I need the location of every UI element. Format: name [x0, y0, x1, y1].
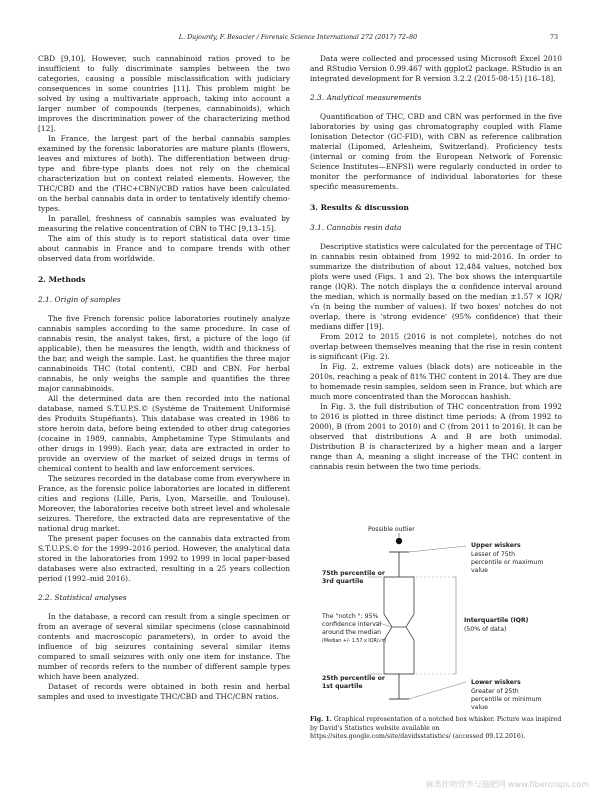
- lower-desc-line3: value: [471, 704, 488, 711]
- iqr-bracket: [452, 577, 456, 674]
- lower-desc-line2: percentile or minimum: [471, 696, 542, 703]
- outlier-dot: [396, 538, 402, 544]
- lower-whisker-pointer: [409, 682, 466, 699]
- notched-box: [384, 577, 414, 674]
- label-p25-line2: 1st quartile: [322, 683, 363, 690]
- upper-desc-line1: Lesser of 75th: [471, 551, 516, 558]
- subsection-heading-statistics: 2.2. Statistical analyses: [38, 593, 127, 602]
- label-lower-whiskers: Lower wiskers: [471, 679, 521, 686]
- upper-desc-line3: value: [471, 567, 488, 574]
- figure-caption: [310, 716, 562, 742]
- subsection-heading-origin: 2.1. Origin of samples: [38, 295, 121, 304]
- running-header: [38, 34, 558, 44]
- paragraph: Quantification of THC, CBD and CBN was performed in the five laboratories by using gas chromatography coupled with Flame Ionisation Detector (GC-FID), with CBN as reference calibration material (Lipomed, Arlesheim, Switzerland). Proficiency tests (internal or coming from the European Network of Forensic Science Institutes—ENFSI) were regularly conducted in order to monitor the performance of individual laboratories for these specific measurements.: [310, 112, 562, 191]
- label-upper-whiskers: Upper wiskers: [471, 542, 521, 549]
- paragraph: The seizures recorded in the database come from everywhere in France, as the forensic police laboratories are located in different cities and regions (Lille, Paris, Lyon, Marseille, and Toulouse). Moreover, the laboratories receive both street level and wholesale seizures. Therefore, the extracted data are representative of the national drug market.: [38, 474, 290, 533]
- journal-citation: L. Dujourdy, F. Besacier / Forensic Science International 272 (2017) 72–80: [178, 34, 418, 41]
- paragraph: The aim of this study is to report statistical data over time about cannabis in France and to compare trends with other observed data from worldwide.: [38, 234, 290, 263]
- label-iqr-line2: (50% of data): [464, 626, 507, 633]
- box-whisker-figure: [316, 522, 566, 712]
- notch-line1: The "notch ": 95%: [322, 613, 379, 620]
- right-column: [310, 54, 562, 472]
- section-heading-results: 3. Results & discussion: [310, 203, 409, 212]
- watermark: 麻类作物营养与施肥网 www.fibercrops.com: [425, 780, 589, 789]
- paragraph: The present paper focuses on the cannabis data extracted from S.T.U.P.S.© for the 1999–2016 period. However, the analytical data stored in the laboratories from 1992 to 1999 in local paper-based databases were also extracted, resulting in a 25 years collection period (1992–mid 2016).: [38, 534, 290, 583]
- caption-text: Graphical representation of a notched box whisker. Picture was inspired by David's Statistics website available on https://sites.google.com/site/davidsstatistics/ (accessed 09.12.2016).: [310, 716, 562, 741]
- upper-whisker-pointer: [409, 546, 466, 552]
- lower-desc-line1: Greater of 25th: [471, 688, 519, 695]
- paragraph: Descriptive statistics were calculated for the percentage of THC in cannabis resin obtained from 1992 to mid-2016. In order to summarize the distribution of about 12,484 values, notched box plots were used (Figs. 1 and 2). The box shows the interquartile range (IQR). The notch displays the α confidence interval around the median, which is normally based on the median ±1.57 × IQR/√n (n being the number of values). If two boxes' notches do not overlap, there is 'strong evidence' (95% confidence) that their medians differ [19].: [310, 242, 562, 331]
- paragraph: In parallel, freshness of cannabis samples was evaluated by measuring the relative concentration of CBN to THC [9,13–15].: [38, 214, 290, 233]
- paragraph: All the determined data are then recorded into the national database, named S.T.U.P.S.© (Système de Traitement Uniformisé des Produits Stupéfiants). This database was created in 1986 to store heroin data, before being extended to other drug categories (cocaine in 1989, cannabis, Amphetamine Type Stimulants and other drugs in 1999). Each year, data are extracted in order to provide an overview of the market of seized drugs in terms of chemical content to health and law enforcement services.: [38, 394, 290, 473]
- subsection-heading-analytical: 2.3. Analytical measurements: [310, 93, 422, 102]
- label-possible-outlier: Possible outlier: [368, 526, 415, 533]
- paragraph: In France, the largest part of the herbal cannabis samples examined by the forensic laboratories are mature plants (flowers, leaves and mixtures of both). The differentiation between drug-type and fibre-type plants does not rely on the chemical characterization but on context related elements. However, the THC/CBD and the (THC+CBN)/CBD ratios have been calculated on the herbal cannabis data in order to tentatively identify chemo-types.: [38, 134, 290, 213]
- paragraph: The five French forensic police laboratories routinely analyze cannabis samples according to the same procedure. In case of cannabis resin, the analyst takes, first, a picture of the logo (if applicable), then he measures the length, width and thickness of the bar, and weigh the sample. Last, he quantifies the three major cannabinoids THC (total content), CBD and CBN. For herbal cannabis, he only weighs the sample and quantifies the three major cannabinoids.: [38, 314, 290, 393]
- notch-line3: around the median: [322, 629, 382, 636]
- page-number: 73: [549, 34, 558, 41]
- notch-line4: (Median +/- 1.57 x IQR/√n): [322, 639, 387, 644]
- paragraph: In Fig. 3, the full distribution of THC concentration from 1992 to 2016 is plotted in three distinct time periods: A (from 1992 to 2000), B (from 2001 to 2010) and C (from 2011 to 2016). It can be observed that distributions A and B are both unimodal. Distribution B is characterized by a higher mean and a larger range than A, meaning a slight increase of the THC content in cannabis resin between the two time periods.: [310, 402, 562, 471]
- caption-label: Fig. 1.: [310, 716, 332, 723]
- paragraph: In the database, a record can result from a single specimen or from an average of several similar specimens (close cannabinoid contents and macroscopic parameters), in order to avoid the influence of big seizures containing several similar items compared to small seizures with only one item for instance. The number of records refers to the number of different sample types which have been analyzed.: [38, 612, 290, 681]
- upper-desc-line2: percentile or maximum: [471, 559, 544, 566]
- paragraph: Dataset of records were obtained in both resin and herbal samples and used to investigate THC/CBD and THC/CBN ratios.: [38, 682, 290, 701]
- paragraph: From 2012 to 2015 (2016 is not complete), notches do not overlap between themselves meaning that the rise in resin content is significant (Fig. 2).: [310, 332, 562, 361]
- label-p25-line1: 25th percentile or: [322, 675, 385, 682]
- label-p75-line2: 3rd quartile: [322, 578, 364, 585]
- label-iqr-line1: Interquartile (IQR): [464, 617, 529, 624]
- notched-box-diagram: [316, 522, 566, 712]
- left-column: [38, 54, 290, 702]
- section-heading-methods: 2. Methods: [38, 275, 86, 284]
- label-p75-line1: 75th percentile or: [322, 570, 385, 577]
- paragraph: CBD [9,10]. However, such cannabinoid ratios proved to be insufficient to fully discriminate samples between the two categories, causing a possible misclassification with judiciary consequences in some countries [11]. This problem might be solved by using a multivariate approach, taking into account a larger number of compounds (terpenes, cannabinoids), which improves the discrimination power of the characterizing method [12].: [38, 54, 290, 133]
- paragraph: In Fig. 2, extreme values (black dots) are noticeable in the 2010s, reaching a peak of 81% THC content in 2014. They are due to homemade resin samples, seldom seen in France, but which are much more concentrated than the Moroccan hashish.: [310, 362, 562, 401]
- notch-line2: confidence interval: [322, 621, 382, 628]
- subsection-heading-resin: 3.1. Cannabis resin data: [310, 223, 402, 232]
- paragraph: Data were collected and processed using Microsoft Excel 2010 and RStudio Version 0.99.467 with ggplot2 package. RStudio is an integrated development for R version 3.2.2 (2015-08-15) [16–18].: [310, 54, 562, 83]
